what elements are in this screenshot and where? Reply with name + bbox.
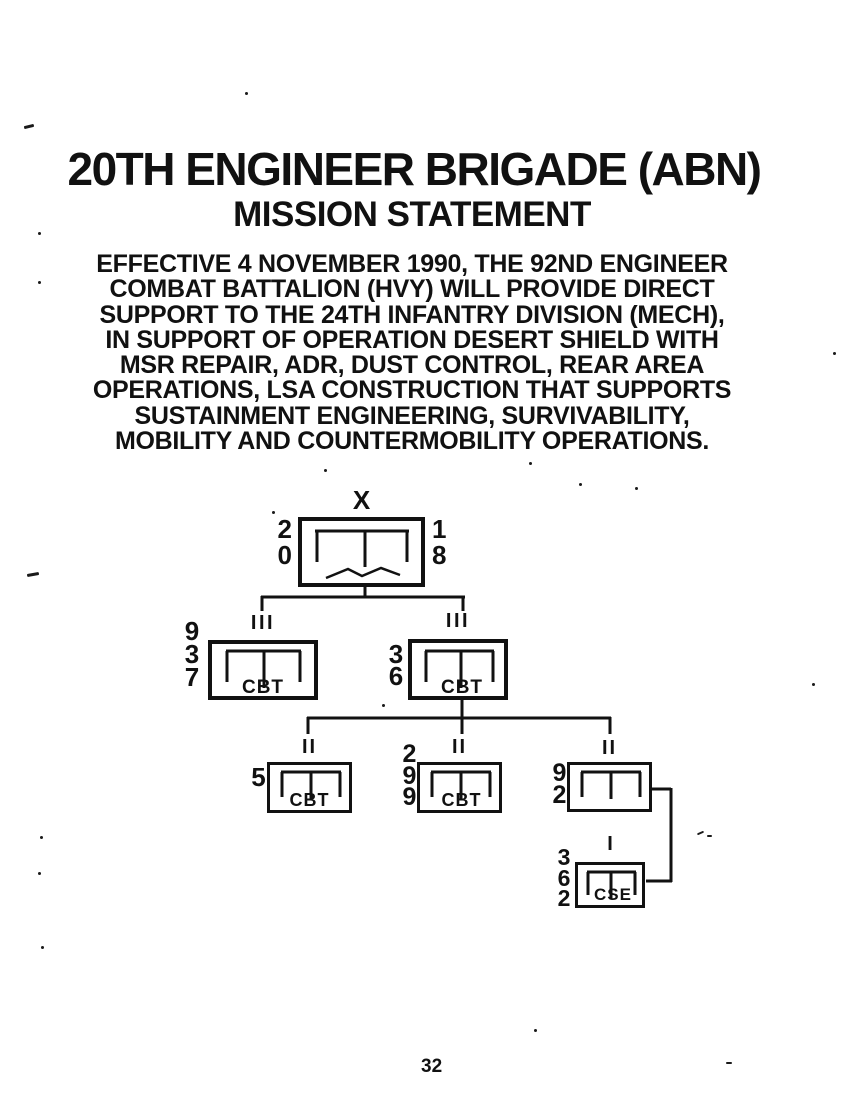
mission-line: MOBILITY AND COUNTERMOBILITY OPERATIONS. [114,427,710,456]
connector-brigade-battalions [261,585,465,611]
scan-artifact [38,281,41,284]
scan-artifact [579,483,582,486]
scan-artifact [38,232,41,235]
page-subtitle: MISSION STATEMENT [233,195,591,234]
scan-artifact [534,1029,537,1032]
mission-line: SUPPORT TO THE 24TH INFANTRY DIVISION (MECH), [99,300,725,329]
scan-artifact [635,487,638,490]
unit-label-36: CBT [440,677,484,698]
unit-label-299: CBT [441,790,482,810]
scan-artifact [529,462,532,465]
parent-number-18: 1 8 [432,514,447,570]
unit-number-92: 9 2 [552,759,567,809]
page-number: 32 [421,1056,443,1077]
scan-artifact [726,1062,732,1064]
scan-artifact [245,92,248,95]
unit-box-brigade-20 [298,517,425,587]
page-title: 20TH ENGINEER BRIGADE (ABN) [67,143,761,195]
echelon-5: II [301,736,318,758]
mission-line: IN SUPPORT OF OPERATION DESERT SHIELD WITH [105,325,719,354]
scan-artifact [707,835,712,837]
unit-number-20: 2 0 [277,514,292,570]
unit-label-937: CBT [241,677,285,698]
mission-line: OPERATIONS, LSA CONSTRUCTION THAT SUPPORTS [92,376,732,405]
scan-artifact [833,352,836,355]
mission-line: MSR REPAIR, ADR, DUST CONTROL, REAR AREA [119,351,705,380]
echelon-362: I [607,833,613,855]
mission-line: SUSTAINMENT ENGINEERING, SURVIVABILITY, [134,401,690,430]
unit-number-937: 9 3 7 [184,616,200,692]
unit-box-92 [567,762,652,812]
scan-artifact [812,683,815,686]
unit-number-299: 2 9 9 [402,740,417,811]
echelon-92: II [601,737,618,759]
unit-number-5: 5 [251,762,266,792]
echelon-36: III [445,610,471,632]
scan-artifact [272,511,275,514]
unit-number-36: 3 6 [388,639,404,691]
echelon-brigade: X [352,485,371,515]
connector-36-subunits [307,698,611,734]
unit-number-362: 3 6 2 [557,844,571,911]
scan-artifact [41,946,44,949]
scan-artifact [324,469,327,472]
unit-label-362: CSE [594,885,632,904]
echelon-937: III [250,612,276,634]
mission-line: EFFECTIVE 4 NOVEMBER 1990, THE 92ND ENGINEER [96,250,728,278]
unit-label-5: CBT [289,790,330,810]
echelon-299: II [451,736,468,758]
scan-artifact [38,872,41,875]
mission-line: COMBAT BATTALION (HVY) WILL PROVIDE DIRECT [109,275,715,304]
scan-artifact [40,836,43,839]
scan-artifact [382,704,385,707]
